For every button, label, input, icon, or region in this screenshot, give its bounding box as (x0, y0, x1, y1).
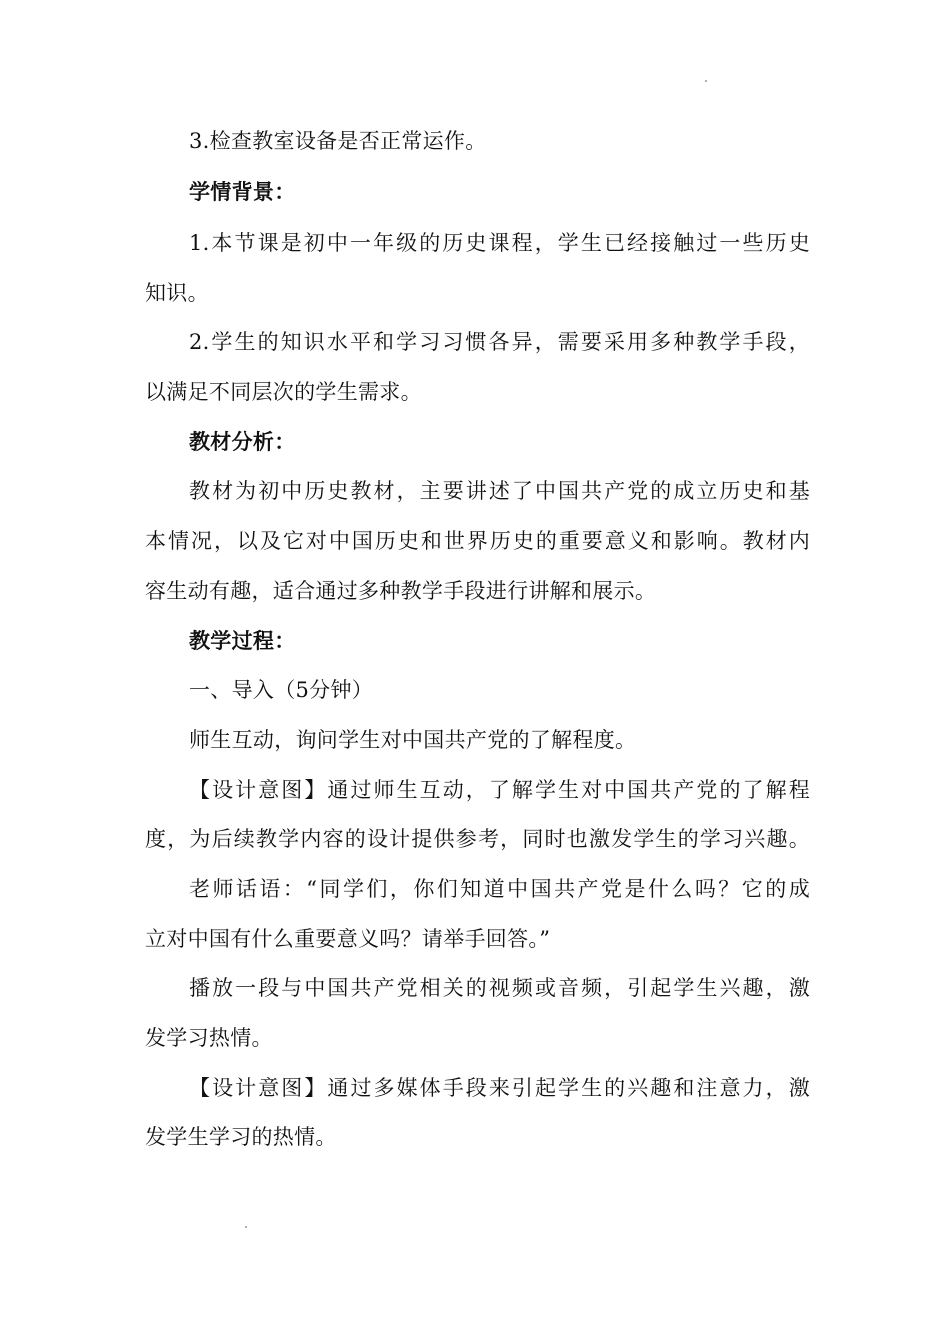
textbook-analysis-line-1: 教材为初中历史教材，主要讲述了中国共产党的成立历史和基 (189, 479, 810, 503)
step-3-text: 3.检查教室设备是否正常运作。 (189, 129, 487, 153)
textbook-analysis-line-3: 容生动有趣，适合通过多种教学手段进行讲解和展示。 (145, 579, 657, 603)
design-intent-1-line-2: 度，为后续教学内容的设计提供参考，同时也激发学生的学习兴趣。 (145, 827, 810, 851)
intro-interaction-text: 师生互动，询问学生对中国共产党的了解程度。 (189, 728, 637, 752)
teacher-speech-line-1: 老师话语：“同学们，你们知道中国共产党是什么吗？它的成 (189, 877, 810, 901)
design-intent-2-line-2: 发学生学习的热情。 (145, 1125, 337, 1149)
textbook-analysis-line-2: 本情况，以及它对中国历史和世界历史的重要意义和影响。教材内 (145, 529, 810, 553)
student-background-item-1-line-2: 知识。 (145, 281, 209, 305)
play-media-line-1: 播放一段与中国共产党相关的视频或音频，引起学生兴趣，激 (189, 976, 810, 1000)
student-background-item-2-line-2: 以满足不同层次的学生需求。 (145, 380, 422, 404)
student-background-item-1-line-1: 1.本节课是初中一年级的历史课程，学生已经接触过一些历史 (189, 231, 810, 255)
heading-textbook-analysis: 教材分析： (189, 429, 296, 454)
heading-teaching-process: 教学过程： (189, 628, 296, 653)
design-intent-2-line-1: 【设计意图】通过多媒体手段来引起学生的兴趣和注意力，激 (189, 1076, 810, 1100)
scan-dot-bottom (245, 1226, 247, 1228)
design-intent-1-line-1: 【设计意图】通过师生互动，了解学生对中国共产党的了解程 (189, 778, 810, 802)
heading-student-background: 学情背景： (189, 179, 296, 204)
teacher-speech-line-2: 立对中国有什么重要意义吗？请举手回答。” (145, 927, 551, 951)
section-intro-title: 一、导入（5分钟） (189, 678, 374, 702)
scan-dot-top (705, 80, 707, 82)
student-background-item-2-line-1: 2.学生的知识水平和学习习惯各异，需要采用多种教学手段， (189, 330, 810, 354)
play-media-line-2: 发学习热情。 (145, 1026, 273, 1050)
